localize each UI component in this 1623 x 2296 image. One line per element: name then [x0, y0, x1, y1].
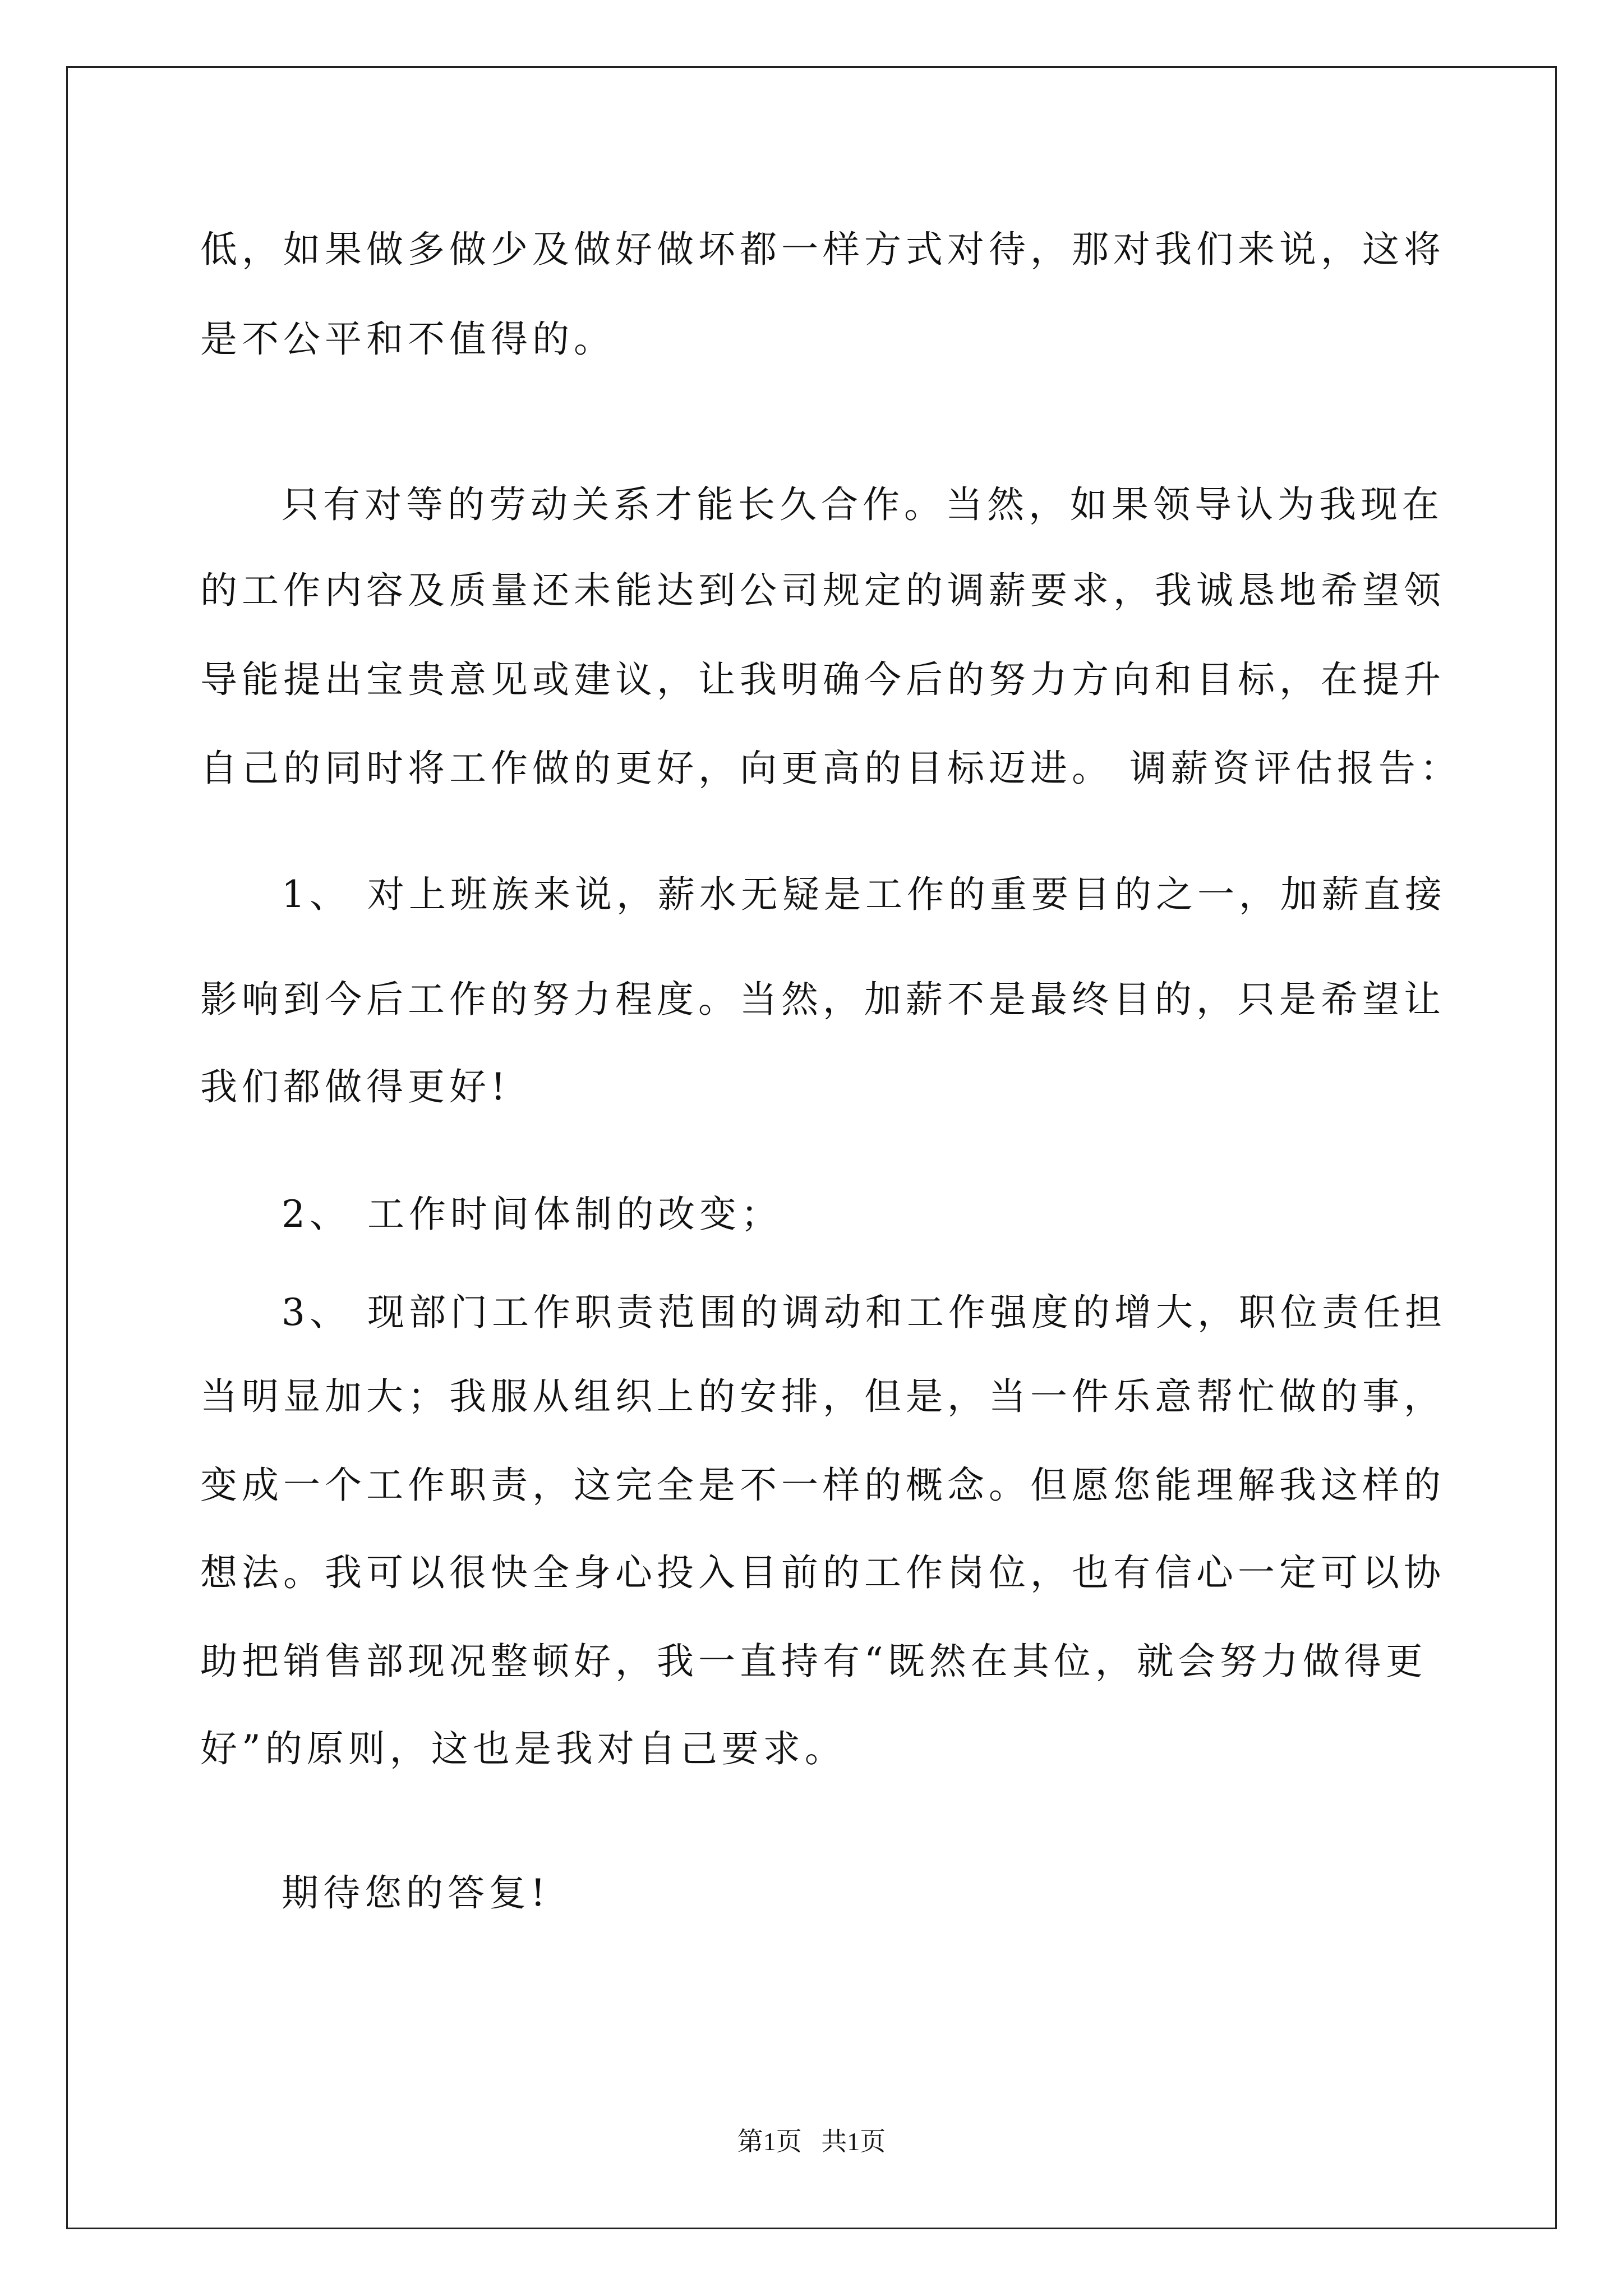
list-item-3-line-5: 助把销售部现况整顿好，我一直持有“既然在其位，就会努力做得更	[200, 1640, 1427, 1683]
body-line-5: 导能提出宝贵意见或建议，让我明确今后的努力方向和目标，在提升	[200, 658, 1445, 701]
list-item-2: 2、 工作时间体制的改变；	[282, 1193, 782, 1236]
list-item-1-line-1: 1、 对上班族来说，薪水无疑是工作的重要目的之一，加薪直接	[282, 873, 1446, 916]
page-number-footer: 第1页 共1页	[737, 2127, 886, 2156]
list-item-3-line-4: 想法。我可以很快全身心投入目前的工作岗位，也有信心一定可以协	[200, 1551, 1445, 1594]
body-line-2: 是不公平和不值得的。	[200, 318, 615, 361]
list-item-3-line-2: 当明显加大；我服从组织上的安排，但是，当一件乐意帮忙做的事，	[200, 1375, 1445, 1418]
body-line-6: 自己的同时将工作做的更好，向更高的目标迈进。 调薪资评估报告：	[200, 747, 1461, 790]
body-line-4: 的工作内容及质量还未能达到公司规定的调薪要求，我诚恳地希望领	[200, 569, 1445, 612]
body-line-1: 低，如果做多做少及做好做坏都一样方式对待，那对我们来说，这将	[200, 228, 1445, 271]
list-item-3-line-6: 好”的原则，这也是我对自己要求。	[200, 1727, 846, 1770]
list-item-3-line-1: 3、 现部门工作职责范围的调动和工作强度的增大，职位责任担	[282, 1291, 1446, 1334]
closing-line: 期待您的答复!	[282, 1871, 550, 1915]
body-line-3: 只有对等的劳动关系才能长久合作。当然，如果领导认为我现在	[282, 483, 1444, 526]
list-item-1-line-2: 影响到今后工作的努力程度。当然，加薪不是最终目的，只是希望让	[200, 978, 1445, 1021]
list-item-1-line-3: 我们都做得更好!	[200, 1065, 510, 1108]
list-item-3-line-3: 变成一个工作职责，这完全是不一样的概念。但愿您能理解我这样的	[200, 1464, 1445, 1507]
